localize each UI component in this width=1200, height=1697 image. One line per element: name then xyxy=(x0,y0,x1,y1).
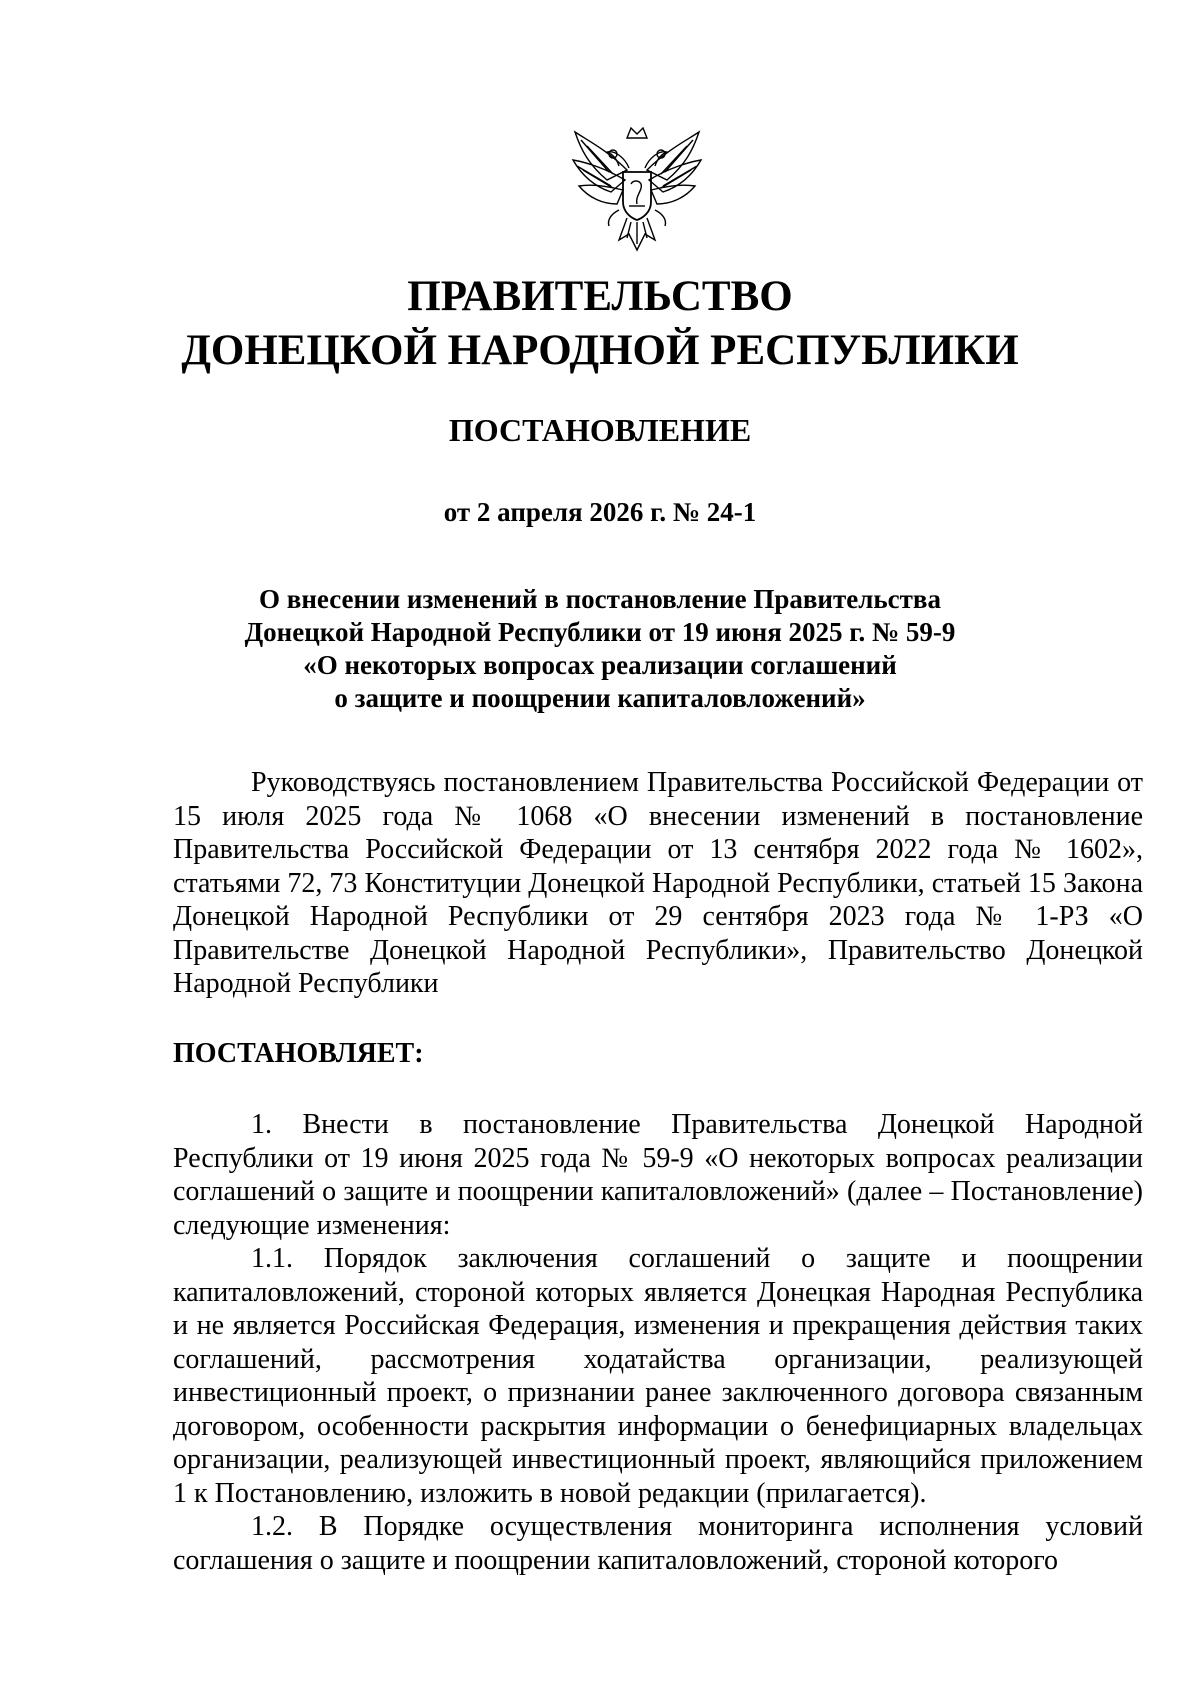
document-type: ПОСТАНОВЛЕНИЕ xyxy=(448,412,752,448)
clause-1-2: 1.2. В Порядке осуществления мониторинга исполнения условий соглашения о защите и поощрении капиталовложений, стороной которого xyxy=(173,1511,1143,1576)
preamble-paragraph: Руководствуясь постановлением Правительства Российской Федерации от 15 июля 2025 года № 1068 «О внесении изменений в постановление Правительства Российской Федерации от 13 сентября 2022 года № 1602», статьями 72, 73 Конституции Донецкой Народной Республики, статьей 15 Закона Донецкой Народной Республики от 29 сентября 2023 года № 1-РЗ «О Правительстве Донецкой Народной Республики», Правительство Донецкой Народной Республики xyxy=(173,767,1143,999)
subject-line-4: о защите и поощрении капиталовложений» xyxy=(334,683,866,713)
subject-line-2: Донецкой Народной Республики от 19 июня 2025 г. № 59-9 xyxy=(244,617,956,647)
government-title-line-1: ПРАВИТЕЛЬСТВО xyxy=(407,273,793,320)
government-title-line-2: ДОНЕЦКОЙ НАРОДНОЙ РЕСПУБЛИКИ xyxy=(181,327,1019,374)
resolves-label: ПОСТАНОВЛЯЕТ: xyxy=(173,1038,424,1069)
clauses-block xyxy=(173,1108,1143,1577)
government-title xyxy=(0,270,1200,378)
document-date-number: от 2 апреля 2026 г. № 24-1 xyxy=(443,497,757,527)
document-subject xyxy=(0,583,1200,715)
clause-1: 1. Внести в постановление Правительства Донецкой Народной Республики от 19 июня 2025 года № 59-9 «О некоторых вопросах реализации соглашений о защите и поощрении капиталовложений» (далее – Постановление) следующие изменения: xyxy=(173,1109,1143,1241)
coat-of-arms-icon xyxy=(567,110,707,260)
subject-line-1: О внесении изменений в постановление Правительства xyxy=(259,584,941,614)
preamble-block xyxy=(173,766,1143,1001)
subject-line-3: «О некоторых вопросах реализации соглашений xyxy=(303,650,897,680)
clause-1-1: 1.1. Порядок заключения соглашений о защите и поощрении капиталовложений, стороной которых является Донецкая Народная Республика и не является Российская Федерация, изменения и прекращения действия таких соглашений, рассмотрения ходатайства организации, реализующей инвестиционный проект, о признании ранее заключенного договора связанным договором, особенности раскрытия информации о бенефициарных владельцах организации, реализующей инвестиционный проект, являющийся приложением 1 к Постановлению, изложить в новой редакции (прилагается). xyxy=(173,1243,1143,1509)
